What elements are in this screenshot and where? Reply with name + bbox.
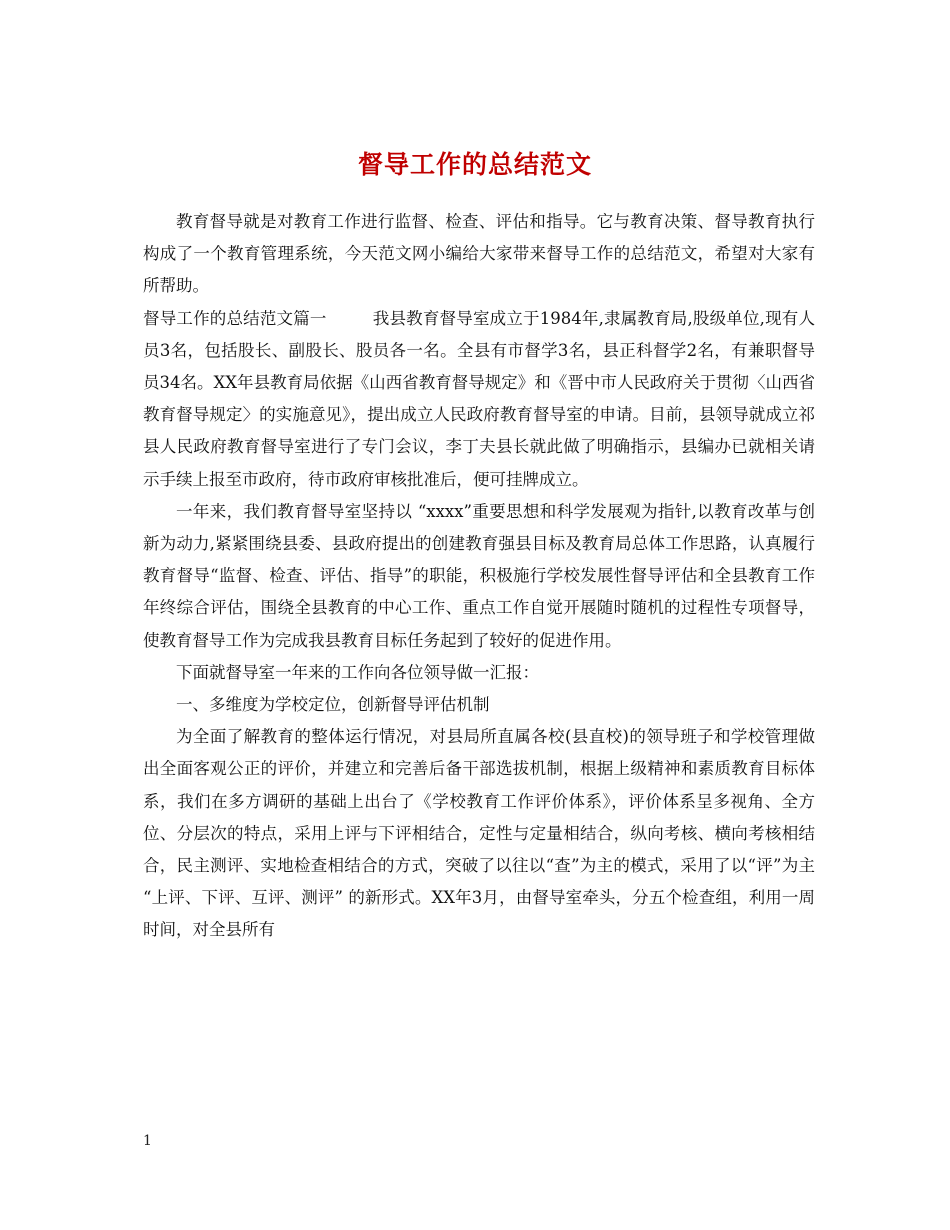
page-number: 1 xyxy=(143,1133,152,1149)
document-body xyxy=(143,206,815,947)
document-title: 督导工作的总结范文 xyxy=(357,149,592,179)
body-paragraph-2: 一年来，我们教育督导室坚持以 “xxxx”重要思想和科学发展观为指针,以教育改革与创新为动力,紧紧围绕县委、县政府提出的创建教育强县目标及教育局总体工作思路，认真履行教育督导“监督、检查、评估、指导”的职能，积极施行学校发展性督导评估和全县教育工作年终综合评估，围绕全县教育的中心工作、重点工作自觉开展随时随机的过程性专项督导，使教育督导工作为完成我县教育目标任务起到了较好的促进作用。 xyxy=(143,501,815,650)
section-paragraph xyxy=(143,303,815,496)
body-paragraph-3: 下面就督导室一年来的工作向各位领导做一汇报： xyxy=(176,662,539,682)
section-body: 我县教育督导室成立于1984年,隶属教育局,股级单位,现有人员3名，包括股长、副股长、股员各一名。全县有市督学3名，县正科督学2名，有兼职督导员34名。XX年县教育局依据《山西省教育督导规定》和《晋中市人民政府关于贯彻〈山西省教育督导规定〉的实施意见》，提出成立人民政府教育督导室的申请。目前，县领导就成立祁县人民政府教育督导室进行了专门会议，李丁夫县长就此做了明确指示，县编办已就相关请示手续上报至市政府，待市政府审核批准后，便可挂牌成立。 xyxy=(143,308,815,489)
body-paragraph-4: 为全面了解教育的整体运行情况，对县局所直属各校(县直校)的领导班子和学校管理做出全面客观公正的评价，并建立和完善后备干部选拔机制，根据上级精神和素质教育目标体系，我们在多方调研的基础上出台了《学校教育工作评价体系》，评价体系呈多视角、全方位、分层次的特点，采用上评与下评相结合，定性与定量相结合，纵向考核、横向考核相结合，民主测评、实地检查相结合的方式，突破了以往以“查”为主的模式，采用了以“评”为主 “上评、下评、互评、测评” 的新形式。XX年3月，由督导室牵头，分五个检查组，利用一周时间，对全县所有 xyxy=(143,727,815,940)
intro-paragraph: 教育督导就是对教育工作进行监督、检查、评估和指导。它与教育决策、督导教育执行构成了一个教育管理系统，今天范文网小编给大家带来督导工作的总结范文，希望对大家有所帮助。 xyxy=(143,212,815,296)
subheading-1: 一、多维度为学校定位，创新督导评估机制 xyxy=(176,695,490,715)
section-heading: 督导工作的总结范文篇一 xyxy=(143,308,327,328)
